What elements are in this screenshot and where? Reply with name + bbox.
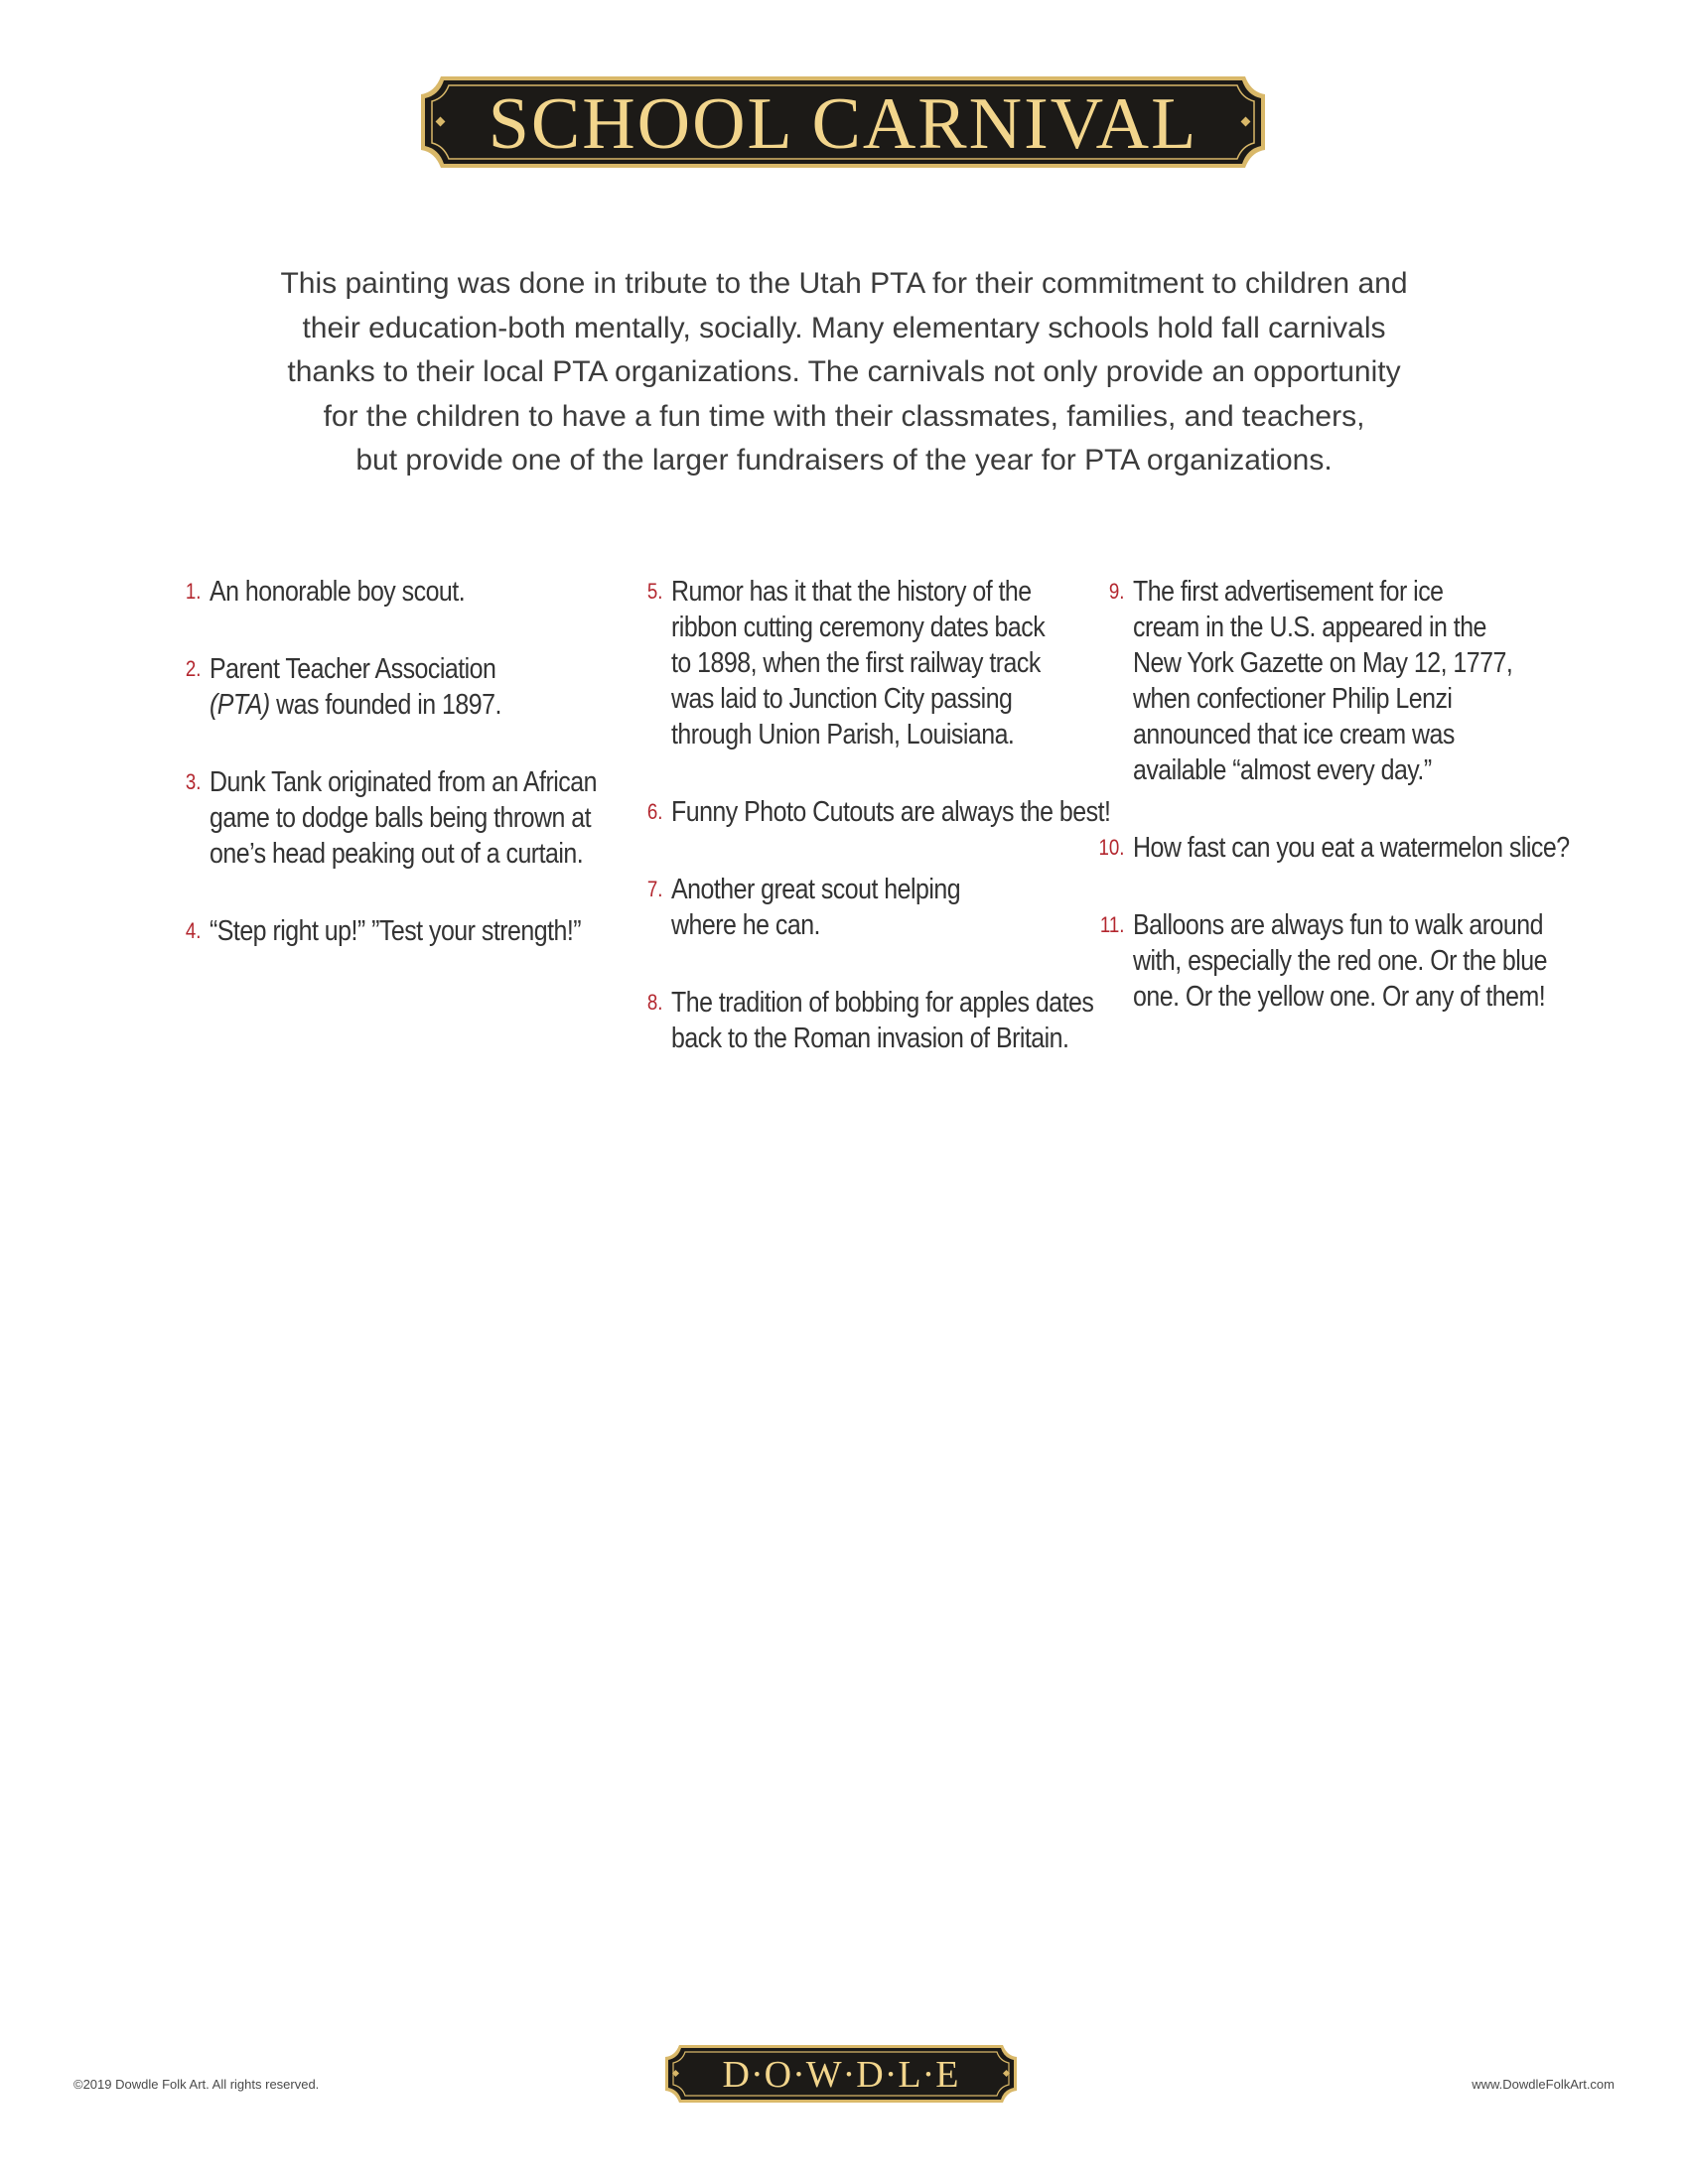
fact-number: 6. <box>646 799 663 824</box>
fact-line-tail: was founded in 1897. <box>269 689 501 721</box>
fact-line: where he can. <box>671 909 820 941</box>
fact-line: Dunk Tank originated from an African <box>210 766 597 798</box>
fact-item-1 <box>164 574 601 610</box>
fact-line: An honorable boy scout. <box>210 576 466 608</box>
fact-line: cream in the U.S. appeared in the <box>1133 612 1486 643</box>
page-title: SCHOOL CARNIVAL <box>488 83 1198 165</box>
fact-item-5 <box>626 574 1082 752</box>
fact-number: 3. <box>185 769 202 794</box>
facts-column-2 <box>626 574 1111 1098</box>
fact-text <box>671 872 1025 943</box>
fact-line: Another great scout helping <box>671 874 961 905</box>
fact-line: “Step right up!” ”Test your strength!” <box>210 915 582 947</box>
fact-line: Funny Photo Cutouts are always the best! <box>671 796 1111 828</box>
title-plaque <box>419 74 1267 170</box>
fact-number: 5. <box>646 579 663 604</box>
fact-line: through Union Parish, Louisiana. <box>671 719 1015 751</box>
fact-number: 2. <box>185 656 202 681</box>
fact-line: Balloons are always fun to walk around <box>1133 909 1543 941</box>
fact-line: was laid to Junction City passing <box>671 683 1013 715</box>
fact-text <box>1133 574 1512 788</box>
intro-line: thanks to their local PTA organizations. The carnivals not only provide an opportunity <box>287 355 1401 388</box>
fact-number: 11. <box>1099 912 1125 937</box>
intro-line: but provide one of the larger fundraisers of the year for PTA organizations. <box>355 444 1333 477</box>
fact-number: 10. <box>1098 835 1125 860</box>
fact-text <box>210 574 546 610</box>
intro-line: for the children to have a fun time with their classmates, families, and teachers, <box>323 399 1365 433</box>
fact-text <box>1133 907 1547 1015</box>
fact-text <box>1133 830 1570 866</box>
fact-text <box>210 913 581 949</box>
fact-line: with, especially the red one. Or the blue <box>1133 945 1547 977</box>
fact-line: How fast can you eat a watermelon slice? <box>1133 832 1570 864</box>
fact-line: ribbon cutting ceremony dates back <box>671 612 1046 643</box>
fact-text <box>671 574 1045 752</box>
intro-paragraph <box>228 262 1460 483</box>
fact-item-4 <box>164 913 601 949</box>
fact-number: 9. <box>1108 579 1125 604</box>
dowdle-logo <box>663 2043 1019 2105</box>
fact-line: one. Or the yellow one. Or any of them! <box>1133 981 1546 1013</box>
facts-column-1 <box>164 574 601 991</box>
fact-text <box>671 985 1093 1056</box>
fact-text <box>210 764 597 872</box>
fact-item-6 <box>626 794 1111 830</box>
fact-item-11 <box>1087 907 1554 1015</box>
fact-line: announced that ice cream was <box>1133 719 1455 751</box>
fact-text <box>671 794 1110 830</box>
fact-line <box>210 687 546 723</box>
fact-line: available “almost every day.” <box>1133 754 1432 786</box>
fact-line: Rumor has it that the history of the <box>671 576 1032 608</box>
footer-copyright: ©2019 Dowdle Folk Art. All rights reserved. <box>73 2077 320 2092</box>
fact-line: one’s head peaking out of a curtain. <box>210 838 584 870</box>
fact-line: Parent Teacher Association <box>210 653 496 685</box>
fact-number: 7. <box>646 877 663 901</box>
footer-website[interactable]: www.DowdleFolkArt.com <box>1472 2077 1615 2092</box>
fact-text <box>210 651 546 723</box>
fact-number: 4. <box>185 918 202 943</box>
facts-column-3 <box>1087 574 1570 1056</box>
intro-line: This painting was done in tribute to the Utah PTA for their commitment to children and <box>280 267 1408 300</box>
fact-line: New York Gazette on May 12, 1777, <box>1133 647 1513 679</box>
fact-item-8 <box>626 985 1094 1056</box>
fact-item-10 <box>1087 830 1570 866</box>
fact-item-7 <box>626 872 1082 943</box>
intro-line: their education-both mentally, socially. Many elementary schools hold fall carnivals <box>302 311 1386 344</box>
fact-item-2 <box>164 651 601 723</box>
fact-line: to 1898, when the first railway track <box>671 647 1041 679</box>
fact-number: 1. <box>185 579 202 604</box>
fact-line: when confectioner Philip Lenzi <box>1133 683 1453 715</box>
fact-item-9 <box>1087 574 1554 788</box>
fact-italic: (PTA) <box>210 689 270 721</box>
fact-line: The tradition of bobbing for apples dates <box>671 987 1094 1019</box>
fact-number: 8. <box>646 990 663 1015</box>
fact-line: back to the Roman invasion of Britain. <box>671 1023 1069 1054</box>
fact-line: The first advertisement for ice <box>1133 576 1444 608</box>
fact-line: game to dodge balls being thrown at <box>210 802 592 834</box>
logo-text: D·O·W·D·L·E <box>722 2054 960 2096</box>
fact-item-3 <box>164 764 601 872</box>
